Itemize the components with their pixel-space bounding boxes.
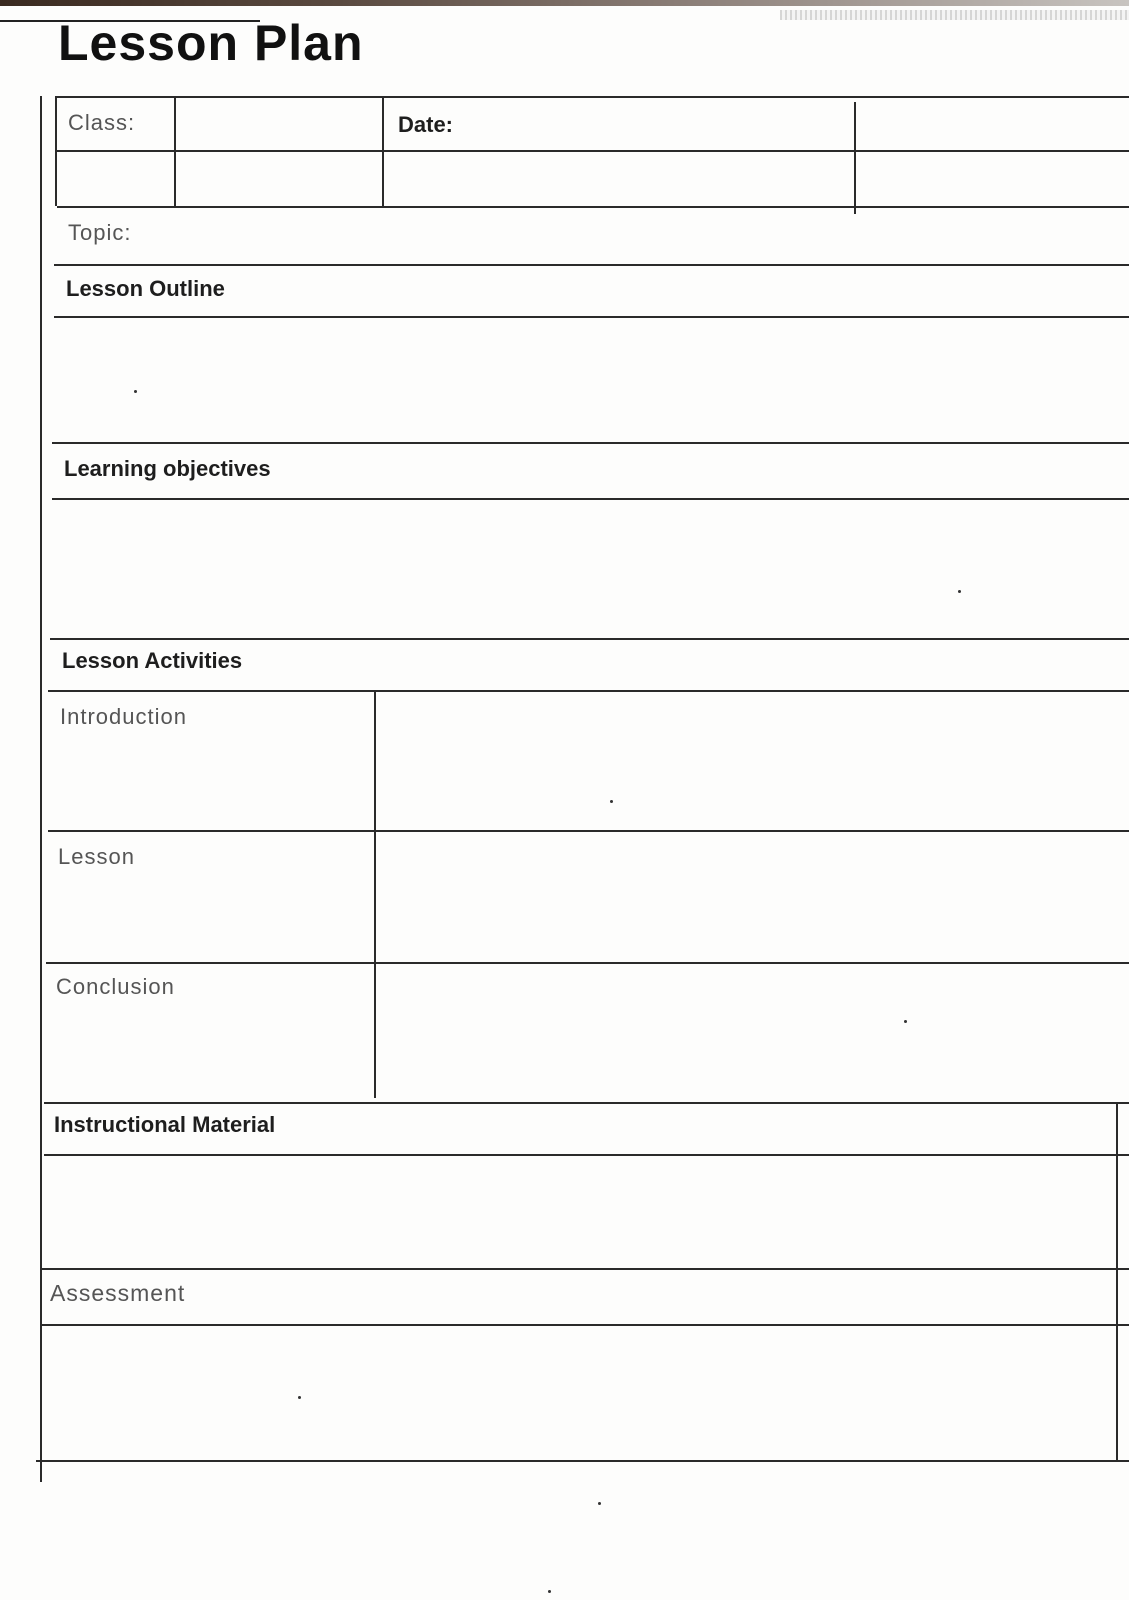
scan-speck [904, 1020, 907, 1023]
introduction-label: Introduction [60, 704, 187, 729]
learning-objectives-bottom-border [50, 638, 1129, 640]
lesson-bottom-border [46, 962, 1129, 964]
scan-speck [958, 590, 961, 593]
instructional-material-bottom-border [42, 1268, 1129, 1270]
class-field-row2[interactable] [178, 154, 380, 204]
lesson-outline-bottom-border [52, 442, 1129, 444]
scan-speck [598, 1502, 601, 1505]
lesson-activities-divider [48, 690, 1129, 692]
form-right-border-bottom [1116, 1102, 1118, 1462]
learning-objectives-label: Learning objectives [64, 456, 271, 481]
header-col-divider-2 [382, 96, 384, 206]
introduction-bottom-border [48, 830, 1129, 832]
conclusion-bottom-border [44, 1102, 1129, 1104]
topic-field[interactable] [152, 210, 1128, 260]
conclusion-label: Conclusion [56, 974, 175, 999]
header-col-divider-3 [854, 102, 856, 214]
instructional-material-divider [44, 1154, 1129, 1156]
page-title: Lesson Plan [58, 15, 364, 71]
scan-speck [610, 800, 613, 803]
lesson-field[interactable] [378, 834, 1128, 958]
instructional-material-label: Instructional Material [54, 1112, 276, 1137]
topic-bottom-border [54, 264, 1129, 266]
lesson-plan-form [40, 96, 1129, 1482]
extra-header-field[interactable] [858, 98, 1128, 204]
class-field[interactable] [178, 98, 380, 148]
lesson-outline-field[interactable] [56, 320, 1128, 438]
conclusion-field[interactable] [378, 966, 1128, 1096]
lesson-activities-label: Lesson Activities [62, 648, 243, 673]
assessment-divider [42, 1324, 1129, 1326]
lesson-outline-label: Lesson Outline [66, 276, 225, 301]
scan-artifact [780, 10, 1129, 20]
date-field[interactable] [386, 98, 852, 148]
lesson-label: Lesson [58, 844, 135, 869]
lesson-outline-divider [54, 316, 1129, 318]
assessment-label: Assessment [50, 1280, 186, 1306]
date-label: Date: [398, 112, 454, 137]
learning-objectives-field[interactable] [54, 502, 1128, 636]
form-bottom-border [36, 1460, 1129, 1462]
scan-speck [134, 390, 137, 393]
class-label: Class: [68, 110, 136, 135]
learning-objectives-divider [52, 498, 1129, 500]
topic-label: Topic: [68, 220, 132, 245]
assessment-field[interactable] [44, 1328, 1128, 1458]
introduction-field[interactable] [378, 694, 1128, 832]
activities-col-divider [374, 690, 376, 1098]
instructional-material-field[interactable] [46, 1158, 1128, 1266]
scan-speck [298, 1396, 301, 1399]
scan-speck [548, 1590, 551, 1593]
header-bottom-border [57, 206, 1129, 208]
header-col-divider-1 [174, 96, 176, 206]
paper-top-edge [0, 0, 1129, 6]
